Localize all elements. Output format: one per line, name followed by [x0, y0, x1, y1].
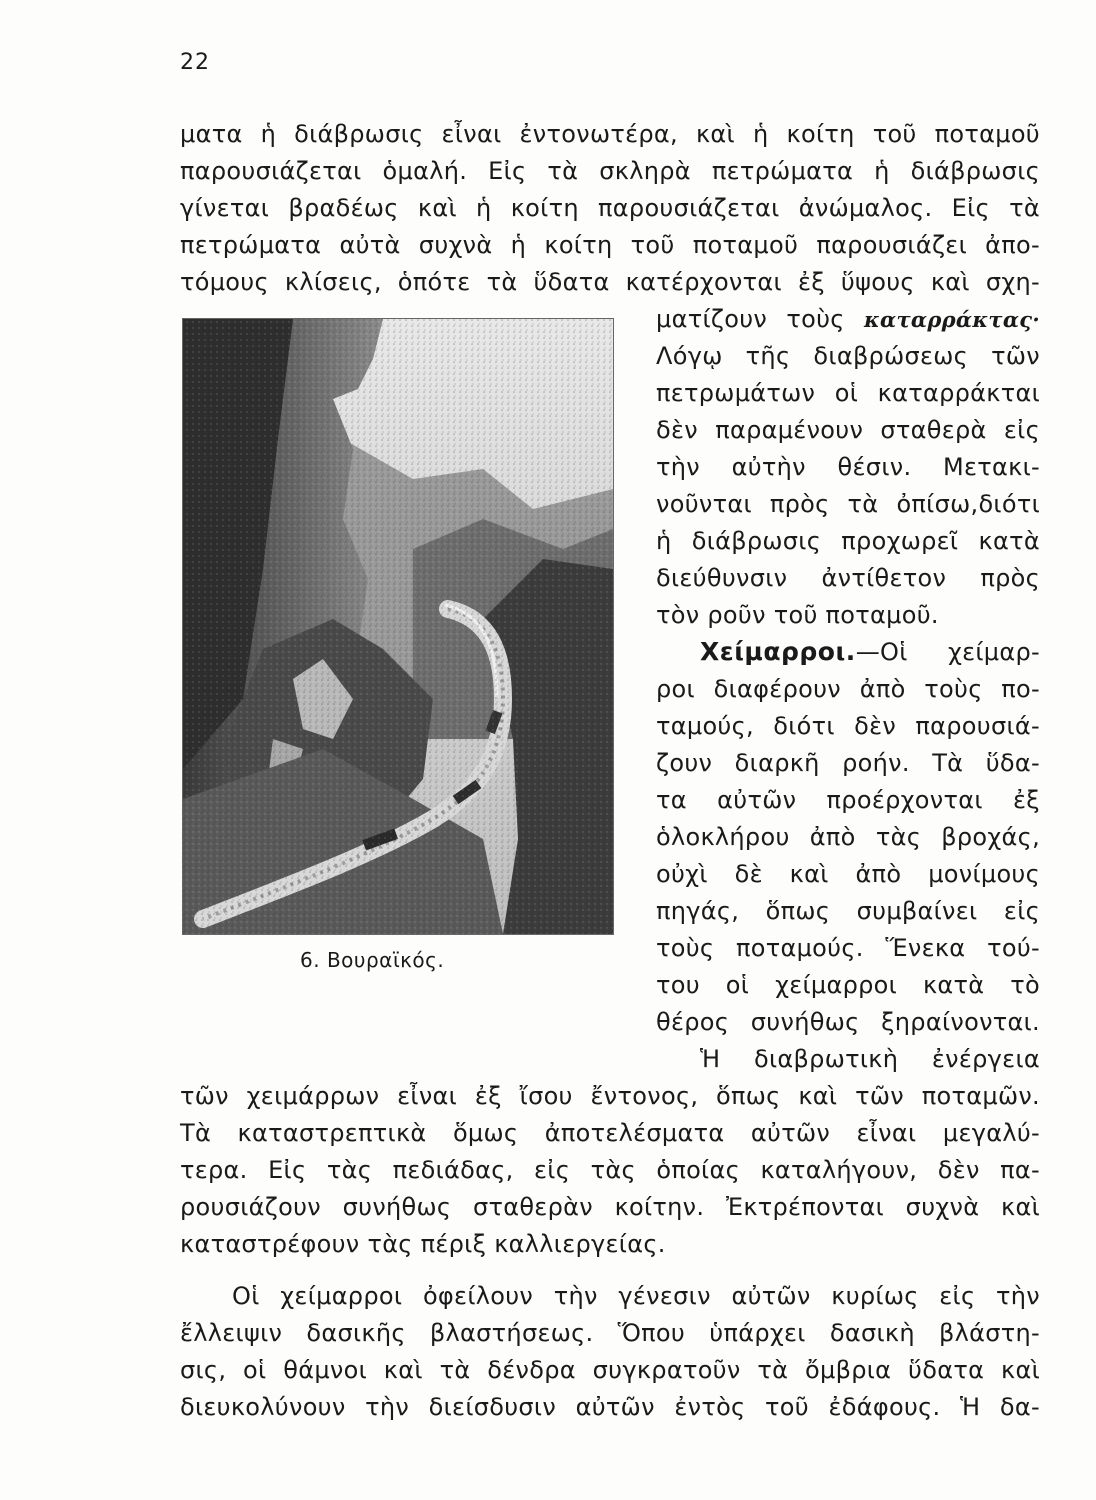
text-line: διευκολύνουν τὴν διείσδυσιν αὐτῶν ἐντὸς τοῦ ἐδάφους. Ἡ δα- [180, 1393, 1040, 1421]
section-heading: Χείμαρροι. [700, 637, 856, 666]
text-line: δὲν παραμένουν σταθερὰ εἰς [656, 416, 1040, 444]
section-heading-line [700, 636, 1040, 668]
text-line: τοὺς ποταμούς. Ἕνεκα τού- [656, 934, 1040, 962]
text-line: Λόγῳ τῆς διαβρώσεως τῶν [656, 342, 1040, 370]
text-line: καταστρέφουν τὰς πέριξ καλλιεργείας. [180, 1230, 666, 1258]
text-line: Τὰ καταστρεπτικὰ ὅμως ἀποτελέσματα αὐτῶν εἶναι μεγαλύ- [180, 1119, 1040, 1147]
gorge-photograph [182, 318, 614, 935]
text-line: τερα. Εἰς τὰς πεδιάδας, εἰς τὰς ὁποίας καταλήγουν, δὲν πα- [180, 1156, 1040, 1184]
text-line: ταμούς, διότι δὲν παρουσιά- [656, 712, 1040, 740]
text-line: παρουσιάζεται ὁμαλή. Εἰς τὰ σκληρὰ πετρώματα ἡ διάβρωσις [180, 157, 1040, 185]
text-line: τὸν ροῦν τοῦ ποταμοῦ. [656, 601, 939, 629]
text-line: ἔλλειψιν δασικῆς βλαστήσεως. Ὅπου ὑπάρχει δασικὴ βλάστη- [180, 1319, 1040, 1347]
text-line: ρουσιάζουν συνήθως σταθερὰν κοίτην. Ἐκτρέπονται συχνὰ καὶ [180, 1193, 1040, 1221]
paragraph-first-line: Οἱ χείμαρροι ὀφείλουν τὴν γένεσιν αὐτῶν κυρίως εἰς τὴν [232, 1282, 1040, 1310]
text-line: ἡ διάβρωσις προχωρεῖ κατὰ [656, 527, 1040, 555]
text-line: ζουν διαρκῆ ροήν. Τὰ ὕδα- [656, 749, 1040, 777]
text-line: πετρώματα αὐτὰ συχνὰ ἡ κοίτη τοῦ ποταμοῦ παρουσιάζει ἀπο- [180, 231, 1040, 259]
text-line: τῶν χειμάρρων εἶναι ἐξ ἴσου ἔντονος, ὅπως καὶ τῶν ποταμῶν. [180, 1082, 1040, 1110]
text-line: ὁλοκλήρου ἀπὸ τὰς βροχάς, [656, 823, 1040, 851]
bold-term: καταρράκτας· [863, 307, 1040, 332]
text-line: του οἱ χείμαρροι κατὰ τὸ [656, 971, 1040, 999]
text-line: Ἡ διαβρωτικὴ ἐνέργεια [700, 1045, 1040, 1073]
text-line: τόμους κλίσεις, ὁπότε τὰ ὕδατα κατέρχονται ἐξ ὕψους καὶ σχη- [180, 268, 1040, 296]
text-line: ματα ἡ διάβρωσις εἶναι ἐντονωτέρα, καὶ ἡ κοίτη τοῦ ποταμοῦ [180, 120, 1040, 148]
text-line: πηγάς, ὅπως συμβαίνει εἰς [656, 897, 1040, 925]
page-number: 22 [180, 50, 210, 75]
text-fragment: —Οἱ χείμαρ- [855, 638, 1040, 666]
text-line: γίνεται βραδέως καὶ ἡ κοίτη παρουσιάζεται ἀνώμαλος. Εἰς τὰ [180, 194, 1040, 222]
text-line: τὴν αὐτὴν θέσιν. Μετακι- [656, 453, 1040, 481]
text-line: διεύθυνσιν ἀντίθετον πρὸς [656, 564, 1040, 592]
text-line: σις, οἱ θάμνοι καὶ τὰ δένδρα συγκρατοῦν τὰ ὄμβρια ὕδατα καὶ [180, 1356, 1040, 1384]
text-line: οὐχὶ δὲ καὶ ἀπὸ μονίμους [656, 860, 1040, 888]
text-line: νοῦνται πρὸς τὰ ὀπίσω,διότι [656, 490, 1040, 518]
text-line [656, 303, 1040, 336]
text-line: τα αὐτῶν προέρχονται ἐξ [656, 786, 1040, 814]
text-fragment: ματίζουν τοὺς [656, 305, 864, 333]
text-line: ροι διαφέρουν ἀπὸ τοὺς πο- [656, 675, 1040, 703]
text-line: θέρος συνήθως ξηραίνονται. [656, 1008, 1040, 1036]
text-line: πετρωμάτων οἱ καταρράκται [656, 379, 1040, 407]
figure-caption: 6. Βουραϊκός. [300, 948, 445, 972]
